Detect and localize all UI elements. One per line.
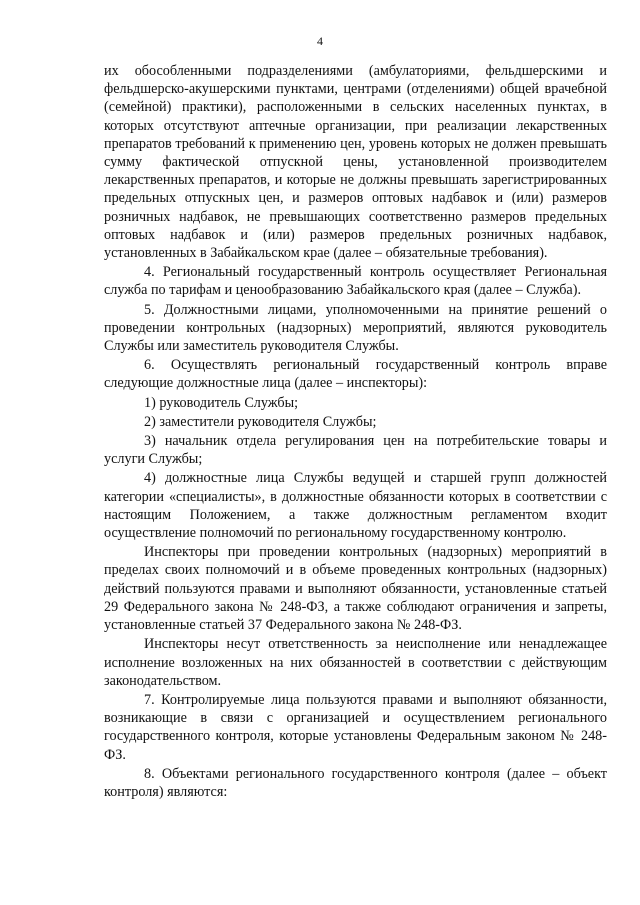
paragraph-item-4: 4. Региональный государственный контроль осуществляет Региональная служба по тарифам и ценообразованию Забайкальского края (далее – Служба). bbox=[104, 264, 607, 299]
list-item-2: 2) заместители руководителя Службы; bbox=[144, 413, 377, 430]
paragraph-item-8: 8. Объектами регионального государственного контроля (далее – объект контроля) являются: bbox=[104, 765, 607, 800]
list-item-1: 1) руководитель Службы; bbox=[144, 394, 299, 411]
page-number: 4 bbox=[317, 34, 323, 48]
document-body bbox=[104, 62, 607, 801]
paragraph-item-5: 5. Должностными лицами, уполномоченными на принятие решений о проведении контрольных (надзорных) мероприятий, являются руководитель Службы или заместитель руководителя Службы. bbox=[104, 301, 607, 355]
list-item-3: 3) начальник отдела регулирования цен на потребительские товары и услуги Службы; bbox=[104, 433, 607, 468]
paragraph-inspector-rights: Инспекторы при проведении контрольных (надзорных) мероприятий в пределах своих полномочий и в объеме проведенных контрольных (надзорных) действий пользуются правами и выполняют обязанности, установленные статьей 29 Федерального закона № 248-ФЗ, а также соблюдают ограничения и запреты, установленные статьей 37 Федерального закона № 248-ФЗ. bbox=[104, 544, 607, 634]
paragraph-item-6: 6. Осуществлять региональный государственный контроль вправе следующие должностные лица (далее – инспекторы): bbox=[104, 357, 607, 392]
paragraph-inspector-responsibility: Инспекторы несут ответственность за неисполнение или ненадлежащее исполнение возложенных на них обязанностей в соответствии с действующим законодательством. bbox=[104, 636, 607, 689]
paragraph-continuation: их обособленными подразделениями (амбулаториями, фельдшерскими и фельдшерско-акушерскими пунктами, центрами (отделениями) общей врачебной (семейной) практики), расположенными в сельских населенных пунктах, в которых отсутствуют аптечные организации, при реализации лекарственных препаратов требований к применению цен, уровень которых не должен превышать сумму фактической отпускной цены, установленной производителем лекарственных препаратов, и которые не должны превышать зарегистрированных предельных отпускных цен, и размеров оптовых надбавок и (или) размеров розничных надбавок, не превышающих соответственно размеров предельных оптовых надбавок и (или) размеров предельных розничных надбавок, установленных в Забайкальском крае (далее – обязательные требования). bbox=[104, 63, 607, 262]
paragraph-item-7: 7. Контролируемые лица пользуются правами и выполняют обязанности, возникающие в связи с организацией и осуществлением регионального государственного контроля, которые установлены Федеральным законом № 248-ФЗ. bbox=[104, 691, 607, 763]
list-item-4: 4) должностные лица Службы ведущей и старшей групп должностей категории «специалисты», в должностные обязанности которых в соответствии с настоящим Положением, а также должностным регламентом входит осуществление полномочий по региональному государственному контролю. bbox=[104, 470, 607, 542]
